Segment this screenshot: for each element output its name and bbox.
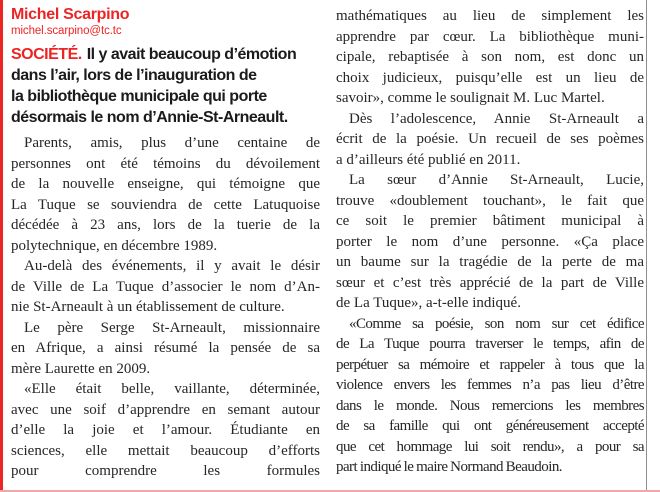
lede-line: dans l’air, lors de l’inauguration de	[11, 67, 257, 84]
text-line: d’elle la joie et l’amour. Étudiante en	[11, 422, 320, 438]
text-line: de la nouvelle enseigne, qui témoigne que	[11, 176, 320, 192]
text-line: que cet hommage lui soit rendu», a pour sa	[336, 438, 644, 455]
text-line: Parents, amis, plus d’une centaine de	[24, 135, 320, 151]
byline-author: Michel Scarpino	[11, 6, 130, 23]
text-line: ce soit le premier bâtiment municipal à	[336, 213, 644, 229]
text-line: a d’ailleurs été publié en 2011.	[336, 151, 521, 168]
paragraph	[336, 170, 644, 314]
paragraph	[336, 109, 644, 171]
text-line: choix judicieux, puisqu’elle est un lieu de	[336, 69, 644, 86]
lede-line: la bibliothèque municipale qui porte	[11, 88, 267, 105]
lede-line: désormais le nom d’Annie-St-Arneault.	[11, 109, 288, 126]
text-line: part indiqué le maire Normand Beaudoin.	[336, 459, 562, 475]
left-accent-rule	[0, 0, 3, 492]
right-column-body	[336, 6, 644, 478]
article-lede	[11, 44, 320, 128]
text-line: personnes ont été témoins du dévoilement	[11, 155, 320, 172]
left-column	[11, 6, 320, 482]
right-column	[336, 6, 644, 478]
text-line: La sœur d’Annie St-Arneault, Lucie,	[349, 172, 644, 188]
lede-text: Il y avait beaucoup d’émotion	[86, 46, 297, 63]
column-divider-rule	[646, 0, 647, 492]
text-line: trouve «doublement touchant», le fait que	[336, 192, 644, 209]
paragraph	[11, 256, 320, 318]
text-line: apprendre par cœur. La bibliothèque muni-	[336, 28, 644, 45]
paragraph	[336, 314, 644, 478]
text-line: «Elle était belle, vaillante, déterminée,	[24, 381, 320, 397]
text-line: sœur et c’est très apprécié de la part de Ville	[336, 274, 644, 291]
text-line: mathématiques au lieu de simplement les	[336, 8, 644, 24]
text-line: un baume sur la tragédie de la perte de ma	[336, 254, 644, 270]
text-line: écrit de la poésie. Un recueil de ses poèmes	[336, 131, 644, 147]
text-line: dans le monde. Nous remercions les membres	[336, 397, 644, 414]
byline-email: michel.scarpino@tc.tc	[11, 25, 122, 37]
text-line: polytechnique, en décembre 1989.	[11, 237, 218, 254]
paragraph	[11, 133, 320, 256]
text-line: cipale, rebaptisée à son nom, est donc un	[336, 49, 644, 65]
text-line: La Tuque se souviendra de cette Latuquoise	[11, 196, 320, 213]
text-line: Dès l’adolescence, Annie St-Arneault a	[349, 110, 644, 127]
text-line: sciences, elle mettait beaucoup d’efforts	[11, 442, 320, 459]
text-line: porter le nom d’une personne. «Ça place	[336, 233, 644, 250]
text-line: de Ville de La Tuque d’associer le nom d’An-	[11, 278, 320, 295]
text-line: mère Laurette en 2009.	[11, 360, 151, 377]
text-line: avec une soif d’apprendre en semant autour	[11, 401, 320, 418]
paragraph	[11, 379, 320, 482]
text-line: en Afrique, a ainsi résumé la pensée de sa	[11, 340, 320, 356]
text-line: violence envers les femmes n’a pas lieu d’être	[336, 377, 644, 393]
text-line: savoir», comme le soulignait M. Luc Martel.	[336, 90, 605, 106]
text-line: Au-delà des événements, il y avait le désir	[24, 258, 320, 274]
byline	[11, 6, 320, 38]
paragraph	[336, 6, 644, 109]
text-line: décédée à 23 ans, lors de la tuerie de la	[11, 217, 320, 233]
text-line: nie St-Arneault à un établissement de culture.	[11, 299, 285, 315]
section-kicker: SOCIÉTÉ.	[11, 46, 82, 63]
left-column-body	[11, 133, 320, 482]
paragraph	[11, 318, 320, 380]
text-line: perpétuer sa mémoire et rappeler à tous que la	[336, 356, 644, 373]
lede-line	[11, 44, 320, 65]
text-line: de La Tuque», a-t-elle indiqué.	[336, 295, 521, 311]
text-line: de La Tuque pourra traverser le temps, afin de	[336, 336, 644, 352]
text-line: pour comprendre les formules	[11, 463, 320, 479]
text-line: de sa famille qui ont généreusement accepté	[336, 418, 644, 434]
text-line: Le père Serge St-Arneault, missionnaire	[24, 319, 320, 336]
text-line: «Comme sa poésie, son nom sur cet édifice	[349, 315, 644, 332]
